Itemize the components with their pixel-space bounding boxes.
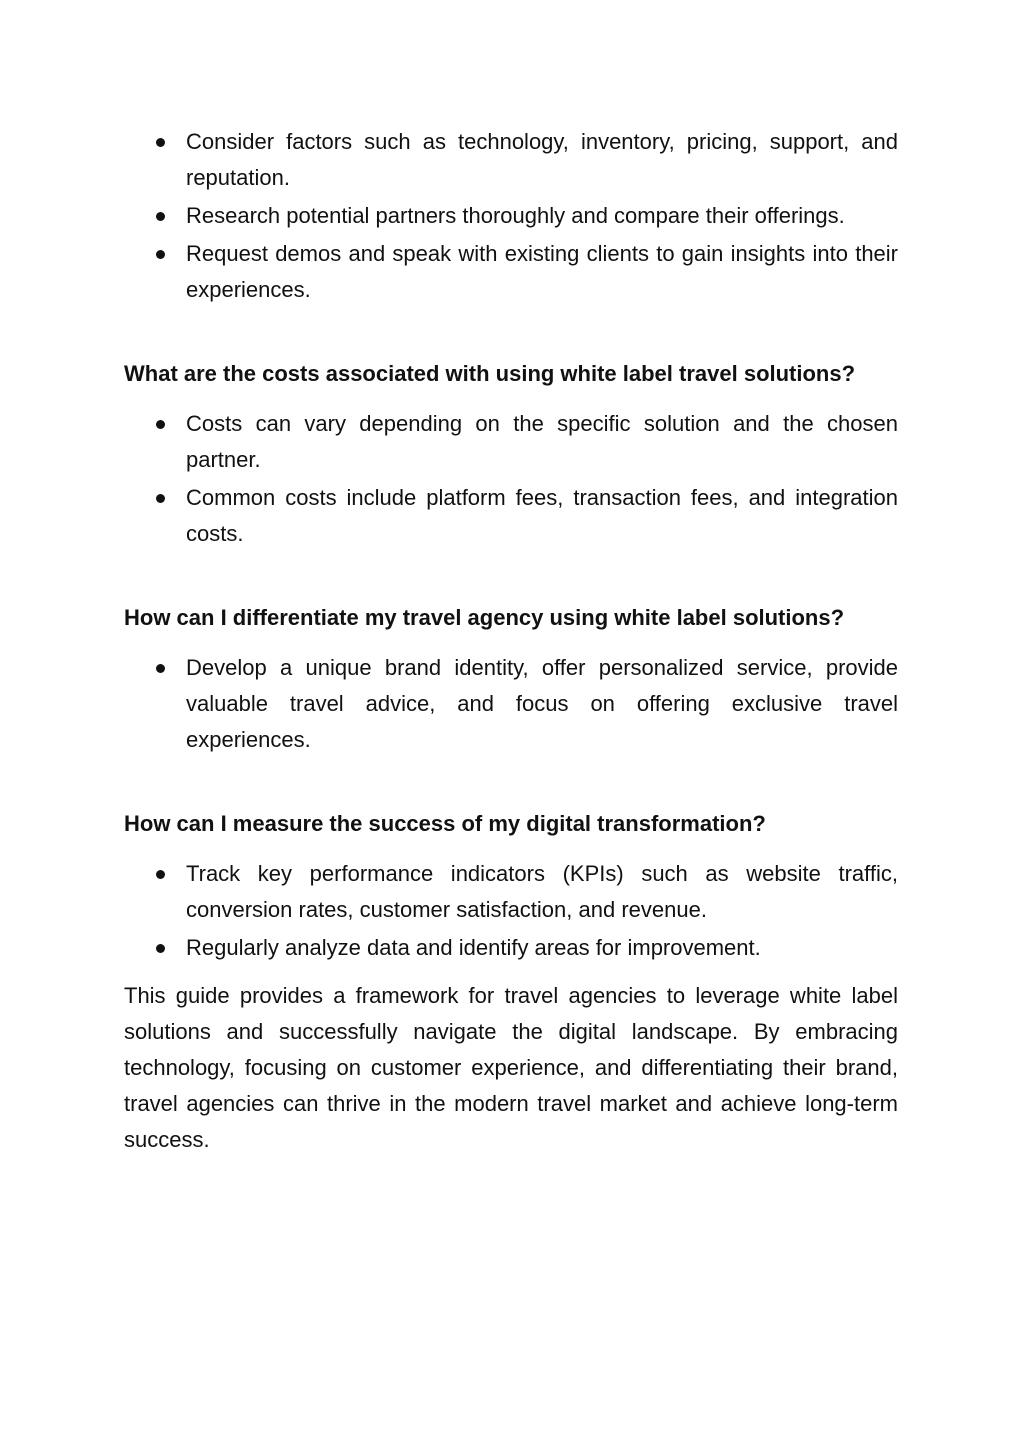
bullet-list bbox=[124, 650, 898, 758]
bullet-icon bbox=[156, 250, 165, 259]
bullet-icon bbox=[156, 664, 165, 673]
bullet-icon bbox=[156, 138, 165, 147]
faq-section-measure-success bbox=[124, 806, 898, 966]
list-item-text: Regularly analyze data and identify areas for improvement. bbox=[186, 935, 761, 960]
bullet-list bbox=[124, 856, 898, 966]
section-heading: How can I measure the success of my digital transformation? bbox=[124, 811, 766, 836]
section-heading: What are the costs associated with using white label travel solutions? bbox=[124, 361, 856, 386]
intro-bullet-list bbox=[124, 124, 898, 308]
list-item bbox=[124, 198, 898, 234]
faq-section-differentiate bbox=[124, 600, 898, 758]
closing-paragraph: This guide provides a framework for travel agencies to leverage white label solutions and successfully navigate the digital landscape. By embracing technology, focusing on customer experience, and differentiating their brand, travel agencies can thrive in the modern travel market and achieve long-term success. bbox=[124, 983, 898, 1152]
list-item bbox=[124, 406, 898, 478]
bullet-icon bbox=[156, 870, 165, 879]
faq-section-costs bbox=[124, 356, 898, 552]
list-item bbox=[124, 124, 898, 196]
list-item-text: Develop a unique brand identity, offer personalized service, provide valuable travel advice, and focus on offering exclusive travel experiences. bbox=[186, 655, 898, 752]
list-item bbox=[124, 856, 898, 928]
list-item bbox=[124, 650, 898, 758]
list-item-text: Consider factors such as technology, inventory, pricing, support, and reputation. bbox=[186, 129, 898, 190]
list-item bbox=[124, 930, 898, 966]
list-item-text: Research potential partners thoroughly and compare their offerings. bbox=[186, 203, 845, 228]
list-item bbox=[124, 236, 898, 308]
bullet-list bbox=[124, 406, 898, 552]
list-item-text: Request demos and speak with existing clients to gain insights into their experiences. bbox=[186, 241, 898, 302]
list-item-text: Track key performance indicators (KPIs) such as website traffic, conversion rates, customer satisfaction, and revenue. bbox=[186, 861, 898, 922]
bullet-icon bbox=[156, 212, 165, 221]
bullet-icon bbox=[156, 944, 165, 953]
list-item bbox=[124, 480, 898, 552]
bullet-icon bbox=[156, 494, 165, 503]
section-heading: How can I differentiate my travel agency using white label solutions? bbox=[124, 605, 845, 630]
bullet-icon bbox=[156, 420, 165, 429]
list-item-text: Costs can vary depending on the specific solution and the chosen partner. bbox=[186, 411, 898, 472]
list-item-text: Common costs include platform fees, transaction fees, and integration costs. bbox=[186, 485, 898, 546]
